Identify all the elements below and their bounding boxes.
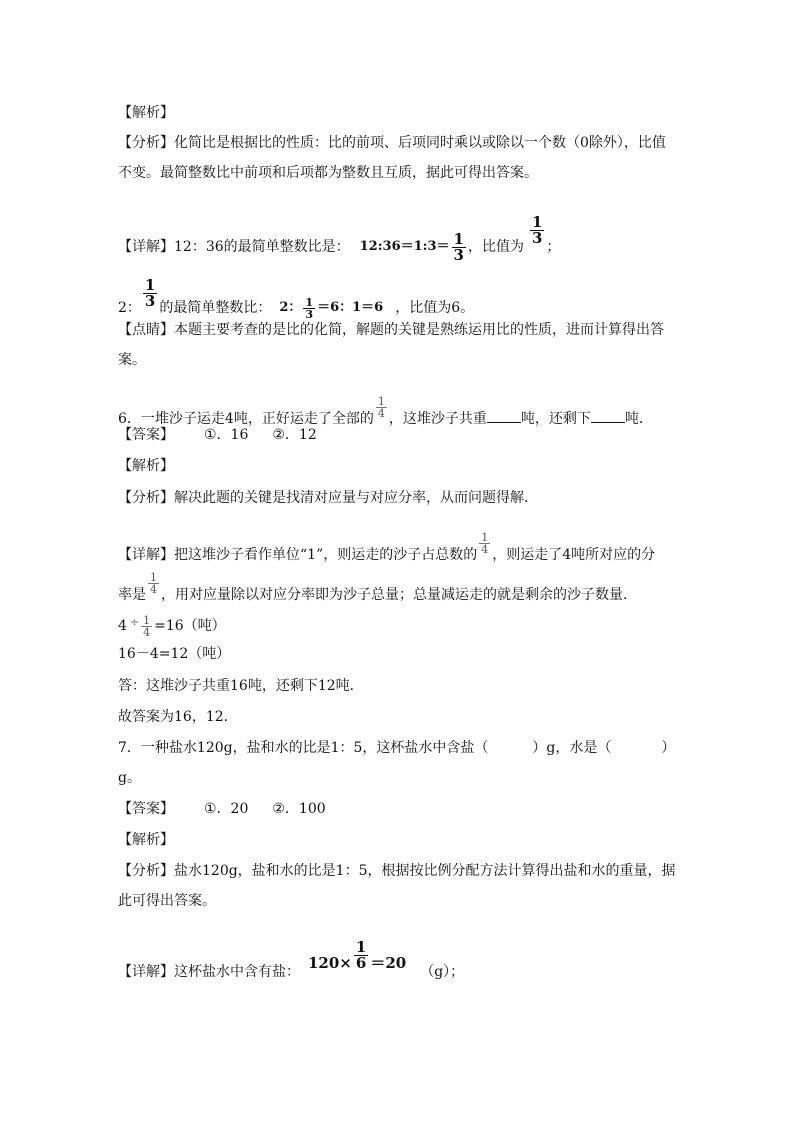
semicolon: ； [546,239,561,255]
q7-stem-b: ）g，水是（ [532,740,612,756]
ratio-result: ，比值为6。 [395,300,475,316]
q6-detail-fraction-2: $\frac{1}{4}$ [150,571,157,596]
detail-line-1 [118,215,560,263]
q6-calc-result: =16（吨） [154,618,226,634]
q7-stem-a: 7．一种盐水120g，盐和水的比是1：5，这杯盐水中含盐（ [118,740,489,756]
section-label-analysis: 【解析】 [118,105,174,121]
q7-answer-line [118,799,326,819]
q6-answer-statement: 答：这堆沙子共重16吨，还剩下12吨． [118,678,364,694]
q6-calc-divide: ÷ [129,616,140,629]
q7-fraction-sixth: $\frac{1}{6}$ [355,938,367,972]
q6-detail-b: ，则运走了4吨所对应的分 [492,547,656,563]
analysis-line-1: 【分析】化简比是根据比的性质：比的前项、后项同时乘以或除以一个数（0除外），比值 [118,135,666,151]
detail-line-2 [118,278,474,320]
q7-math-b: ＝20 [370,954,407,972]
fraction-one-third: $\frac{1}{3}$ [453,229,464,264]
question-7-stem [118,738,675,758]
q6-detail-line-2 [118,572,637,605]
fraction-one-third-b: $\frac{1}{3}$ [144,276,156,310]
fraction-small-third: $\frac{1}{3}$ [305,295,314,321]
q6-fraction-quarter: $\frac{1}{4}$ [377,395,385,420]
q6-blank-1 [487,408,521,423]
detail-text: 【详解】12：36的最简单整数比是： [118,239,350,255]
q7-stem-c: ） [661,740,676,756]
q7-analysis-line-1: 【分析】盐水120g，盐和水的比是1：5，根据按比例分配方法计算得出盐和水的重量，据 [118,863,676,879]
q7-detail-text: 【详解】这杯盐水中含有盐： [118,964,300,980]
q6-answer-line [118,425,317,445]
q6-detail-fraction: $\frac{1}{4}$ [481,531,489,556]
ratio-math-end: ＝6：1＝6 [317,300,384,315]
q6-calc-4: 4 [118,618,127,634]
q7-answer-1: ①．20 [204,801,249,817]
q7-math-a: 120× [308,954,352,972]
q6-detail-c: 率是 [118,587,146,603]
q6-calc-fraction: $\frac{1}{4}$ [143,613,151,639]
q6-analysis-text: 【分析】解决此题的关键是找清对应量与对应分率，从而问题得解． [118,490,538,506]
analysis-line-2: 不变。最简整数比中前项和后项都为整数且互质，据此可得出答案。 [118,165,538,181]
remark-line-1: 【点睛】本题主要考查的是比的化简，解题的关键是熟练运用比的性质，进而计算得出答 [118,322,664,338]
q6-stem-d: 吨． [624,411,653,427]
q6-analysis-label: 【解析】 [118,458,174,474]
q7-answer-label: 【答案】 [118,801,174,817]
q6-stem-b: ，这堆沙子共重 [388,411,487,427]
q6-detail-line-1 [118,532,655,565]
q6-answer-1: ①．16 [204,427,249,443]
q6-detail-a: 【详解】把这堆沙子看作单位“1”，则运走的沙子占总数的 [118,547,478,563]
remark-line-2: 案。 [118,352,146,368]
q7-answer-2: ②．100 [272,801,326,817]
q6-stem-a: 6．一堆沙子运走4吨，正好运走了全部的 [118,411,374,427]
q6-blank-2 [591,408,625,423]
q7-detail-line [118,940,464,982]
q6-final-answer: 故答案为16，12． [118,709,238,725]
ratio-math-start: 2： [279,300,302,315]
q7-analysis-label: 【解析】 [118,832,174,848]
ratio-prefix: 2： [118,300,141,316]
q7-analysis-line-2: 此可得出答案。 [118,893,216,909]
ratio-text: 的最简单整数比： [159,300,272,316]
fraction-ratio-value: $\frac{1}{3}$ [531,213,543,247]
q6-detail-d: ，用对应量除以对应分率即为沙子总量；总量减运走的就是剩余的沙子数量． [161,587,637,603]
q6-calc-line-2: 16－4=12（吨） [118,646,231,662]
ratio-expression: 12:36＝1:3＝ [359,239,450,254]
q6-calc-line-1 [118,613,226,638]
q6-answer-2: ②．12 [272,427,317,443]
q6-stem-c: 吨，还剩下 [520,411,591,427]
q6-answer-label: 【答案】 [118,427,174,443]
ratio-value-label: ，比值为 [467,239,524,255]
q7-stem-unit: g。 [118,770,141,786]
q7-detail-end: （g）； [420,964,465,980]
